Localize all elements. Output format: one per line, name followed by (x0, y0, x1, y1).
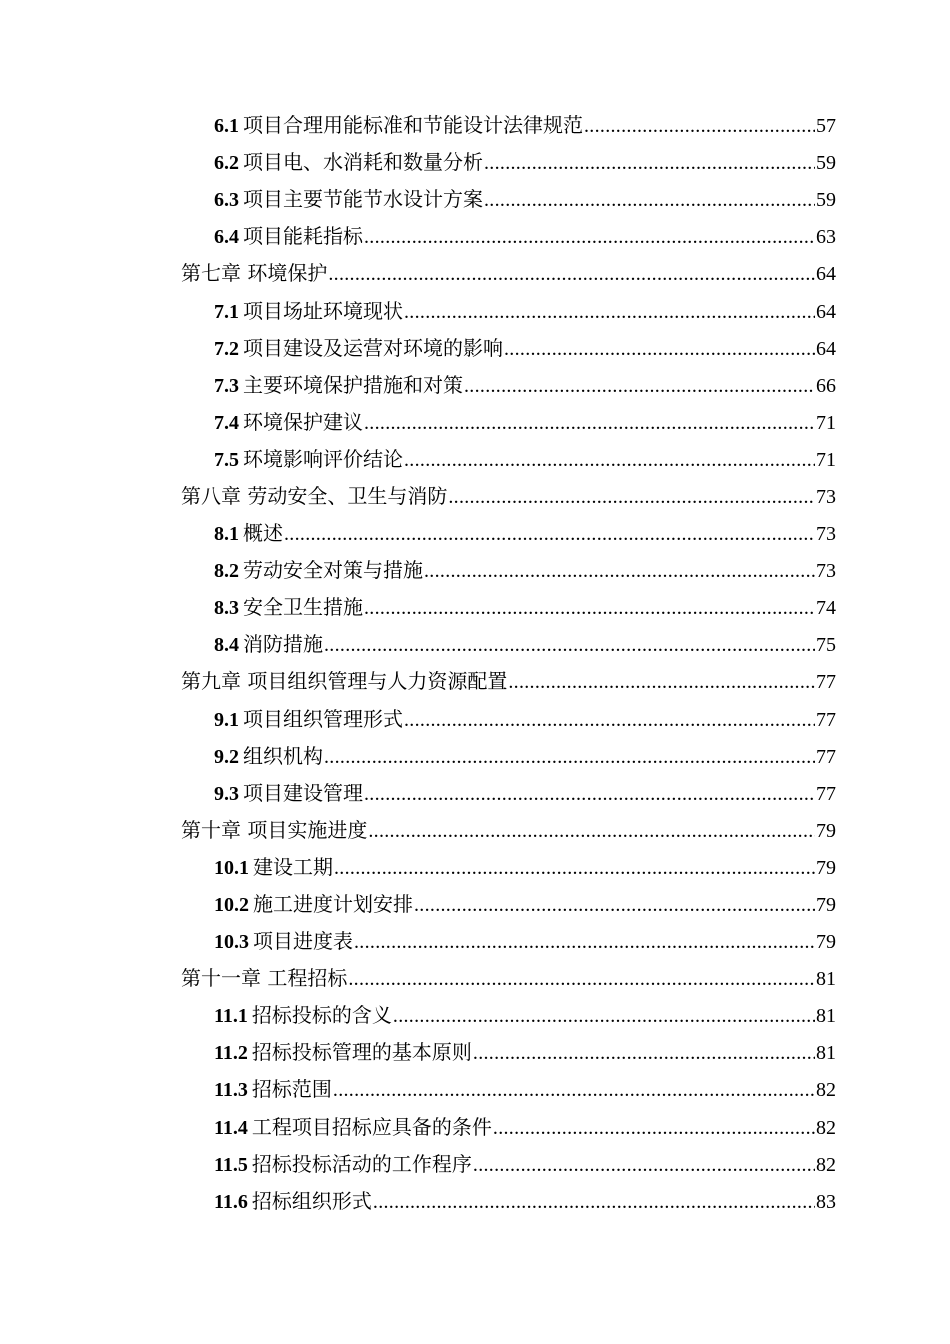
toc-entry-line (214, 150, 950, 175)
toc-section-number: 8.3 (214, 597, 239, 620)
toc-section-number: 11.1 (214, 1005, 248, 1028)
toc-dot-leader (414, 893, 815, 917)
toc-page-number: 77 (816, 671, 836, 694)
toc-chapter-entry[interactable] (0, 478, 950, 515)
toc-entry-line (214, 744, 950, 769)
toc-entry-line (214, 1040, 950, 1065)
toc-entry-line (214, 521, 950, 546)
toc-dot-leader (373, 1190, 815, 1214)
toc-section-entry[interactable] (0, 849, 950, 886)
toc-section-entry[interactable] (0, 886, 950, 923)
toc-title: 环境影响评价结论 (243, 446, 403, 471)
toc-section-number: 9.3 (214, 782, 239, 805)
toc-title: 项目建设管理 (243, 780, 363, 805)
toc-dot-leader (364, 225, 815, 249)
toc-dot-leader (393, 1004, 815, 1028)
toc-dot-leader (464, 374, 815, 398)
toc-page-number: 73 (816, 560, 836, 583)
toc-dot-leader (508, 670, 815, 694)
toc-title: 概述 (243, 521, 283, 546)
toc-section-number: 6.1 (214, 115, 239, 138)
toc-entry-line (214, 558, 950, 583)
toc-page-number: 77 (816, 745, 836, 768)
toc-title: 项目能耗指标 (243, 224, 363, 249)
toc-section-entry[interactable] (0, 292, 950, 329)
toc-dot-leader (333, 1078, 815, 1102)
toc-dot-leader (324, 745, 815, 769)
toc-page-number: 79 (816, 894, 836, 917)
toc-entry-line (181, 818, 950, 843)
toc-section-number: 7.2 (214, 337, 239, 360)
toc-section-entry[interactable] (0, 218, 950, 255)
toc-entry-line (181, 484, 950, 509)
toc-section-entry[interactable] (0, 1071, 950, 1108)
toc-entry-line (214, 595, 950, 620)
toc-section-entry[interactable] (0, 552, 950, 589)
toc-title: 项目场址环境现状 (243, 298, 403, 323)
toc-entry-line (214, 187, 950, 212)
toc-page-number: 66 (816, 374, 836, 397)
toc-page-number: 57 (816, 115, 836, 138)
toc-page-number: 81 (816, 1042, 836, 1065)
toc-section-entry[interactable] (0, 1183, 950, 1220)
toc-entry-line (214, 447, 950, 472)
toc-section-entry[interactable] (0, 404, 950, 441)
toc-dot-leader (284, 522, 815, 546)
toc-section-entry[interactable] (0, 330, 950, 367)
toc-entry-line (214, 892, 950, 917)
toc-entry-line (214, 299, 950, 324)
toc-section-number: 10.3 (214, 931, 249, 954)
toc-section-entry[interactable] (0, 367, 950, 404)
toc-entry-line (214, 707, 950, 732)
toc-section-entry[interactable] (0, 1109, 950, 1146)
toc-entry-line (214, 1189, 950, 1214)
table-of-contents (0, 107, 950, 1220)
toc-entry-line (181, 669, 950, 694)
toc-entry-line (214, 632, 950, 657)
toc-section-entry[interactable] (0, 144, 950, 181)
toc-entry-line (214, 373, 950, 398)
toc-section-number: 10.1 (214, 856, 249, 879)
toc-section-number: 11.5 (214, 1153, 248, 1176)
toc-dot-leader (348, 967, 815, 991)
toc-section-number: 6.3 (214, 189, 239, 212)
toc-title: 主要环境保护措施和对策 (243, 372, 463, 397)
toc-entry-line (214, 113, 950, 138)
toc-chapter-entry[interactable] (0, 812, 950, 849)
toc-section-number: 11.2 (214, 1042, 248, 1065)
toc-page-number: 79 (816, 856, 836, 879)
toc-section-number: 7.5 (214, 448, 239, 471)
toc-section-entry[interactable] (0, 626, 950, 663)
toc-section-entry[interactable] (0, 441, 950, 478)
toc-page-number: 71 (816, 411, 836, 434)
toc-section-entry[interactable] (0, 923, 950, 960)
toc-title: 第八章 劳动安全、卫生与消防 (181, 483, 448, 508)
toc-page-number: 81 (816, 1005, 836, 1028)
toc-title: 项目合理用能标准和节能设计法律规范 (243, 113, 583, 138)
toc-dot-leader (404, 300, 815, 324)
toc-dot-leader (404, 448, 815, 472)
toc-title: 招标组织形式 (251, 1188, 372, 1213)
toc-section-entry[interactable] (0, 589, 950, 626)
toc-dot-leader (364, 596, 815, 620)
toc-title: 劳动安全对策与措施 (243, 558, 423, 583)
toc-section-entry[interactable] (0, 1146, 950, 1183)
toc-dot-leader (368, 819, 815, 843)
toc-section-number: 10.2 (214, 894, 249, 917)
toc-title: 组织机构 (243, 743, 323, 768)
toc-title: 安全卫生措施 (243, 595, 363, 620)
toc-chapter-entry[interactable] (0, 960, 950, 997)
toc-dot-leader (473, 1041, 815, 1065)
toc-page-number: 71 (816, 448, 836, 471)
toc-section-number: 7.1 (214, 300, 239, 323)
toc-page-number: 82 (816, 1153, 836, 1176)
toc-title: 招标投标管理的基本原则 (251, 1040, 472, 1065)
toc-section-number: 7.3 (214, 374, 239, 397)
toc-section-number: 8.2 (214, 560, 239, 583)
toc-title: 第七章 环境保护 (181, 261, 328, 286)
toc-page-number: 77 (816, 782, 836, 805)
toc-page-number: 82 (816, 1079, 836, 1102)
toc-dot-leader (484, 188, 815, 212)
toc-dot-leader (448, 485, 815, 509)
toc-page-number: 75 (816, 634, 836, 657)
toc-title: 消防措施 (243, 632, 323, 657)
toc-page-number: 81 (816, 968, 836, 991)
toc-page-number: 64 (816, 337, 836, 360)
toc-page-number: 63 (816, 226, 836, 249)
toc-dot-leader (504, 337, 815, 361)
toc-entry-line (214, 1003, 950, 1028)
toc-dot-leader (354, 930, 815, 954)
toc-section-number: 6.4 (214, 226, 239, 249)
toc-page-number: 79 (816, 819, 836, 842)
toc-dot-leader (364, 782, 815, 806)
toc-section-entry[interactable] (0, 701, 950, 738)
toc-page-number: 77 (816, 708, 836, 731)
toc-dot-leader (584, 114, 815, 138)
toc-section-number: 8.1 (214, 523, 239, 546)
toc-title: 项目主要节能节水设计方案 (243, 187, 483, 212)
toc-title: 第九章 项目组织管理与人力资源配置 (181, 669, 508, 694)
toc-title: 施工进度计划安排 (253, 892, 413, 917)
toc-page-number: 64 (816, 300, 836, 323)
toc-section-number: 11.4 (214, 1116, 248, 1139)
toc-title: 第十章 项目实施进度 (181, 817, 368, 842)
toc-chapter-entry[interactable] (0, 663, 950, 700)
toc-dot-leader (484, 151, 815, 175)
toc-dot-leader (493, 1116, 815, 1140)
toc-dot-leader (328, 262, 815, 286)
toc-title: 第十一章 工程招标 (181, 966, 348, 991)
toc-title: 项目进度表 (253, 929, 353, 954)
toc-section-entry[interactable] (0, 515, 950, 552)
toc-page-number: 59 (816, 152, 836, 175)
toc-dot-leader (424, 559, 815, 583)
toc-section-entry[interactable] (0, 1034, 950, 1071)
toc-dot-leader (473, 1153, 815, 1177)
toc-page-number: 79 (816, 931, 836, 954)
toc-title: 项目电、水消耗和数量分析 (243, 150, 483, 175)
toc-section-number: 7.4 (214, 411, 239, 434)
toc-page-number: 73 (816, 485, 836, 508)
toc-title: 项目组织管理形式 (243, 706, 403, 731)
toc-entry-line (214, 781, 950, 806)
toc-title: 建设工期 (253, 854, 333, 879)
toc-entry-line (214, 1115, 950, 1140)
toc-section-number: 11.6 (214, 1190, 248, 1213)
toc-page-number: 74 (816, 597, 836, 620)
toc-section-number: 8.4 (214, 634, 239, 657)
toc-entry-line (181, 261, 950, 286)
toc-section-number: 6.2 (214, 152, 239, 175)
toc-section-entry[interactable] (0, 775, 950, 812)
toc-chapter-entry[interactable] (0, 255, 950, 292)
toc-title: 招标投标活动的工作程序 (251, 1151, 472, 1176)
toc-page-number: 64 (816, 263, 836, 286)
toc-page-number: 59 (816, 189, 836, 212)
toc-dot-leader (334, 856, 815, 880)
toc-section-entry[interactable] (0, 997, 950, 1034)
toc-entry-line (214, 1152, 950, 1177)
toc-entry-line (214, 1077, 950, 1102)
toc-dot-leader (404, 708, 815, 732)
toc-entry-line (214, 929, 950, 954)
toc-title: 招标投标的含义 (251, 1003, 392, 1028)
toc-section-entry[interactable] (0, 738, 950, 775)
toc-page-number: 83 (816, 1190, 836, 1213)
toc-page-number: 73 (816, 523, 836, 546)
toc-entry-line (214, 336, 950, 361)
toc-title: 工程项目招标应具备的条件 (251, 1114, 492, 1139)
toc-entry-line (181, 966, 950, 991)
toc-entry-line (214, 224, 950, 249)
toc-section-number: 9.1 (214, 708, 239, 731)
toc-dot-leader (324, 633, 815, 657)
toc-section-entry[interactable] (0, 181, 950, 218)
toc-title: 环境保护建议 (243, 409, 363, 434)
toc-section-number: 11.3 (214, 1079, 248, 1102)
toc-title: 招标范围 (251, 1077, 332, 1102)
toc-entry-line (214, 855, 950, 880)
toc-section-number: 9.2 (214, 745, 239, 768)
toc-page-number: 82 (816, 1116, 836, 1139)
toc-title: 项目建设及运营对环境的影响 (243, 335, 503, 360)
toc-entry-line (214, 410, 950, 435)
toc-section-entry[interactable] (0, 107, 950, 144)
toc-dot-leader (364, 411, 815, 435)
